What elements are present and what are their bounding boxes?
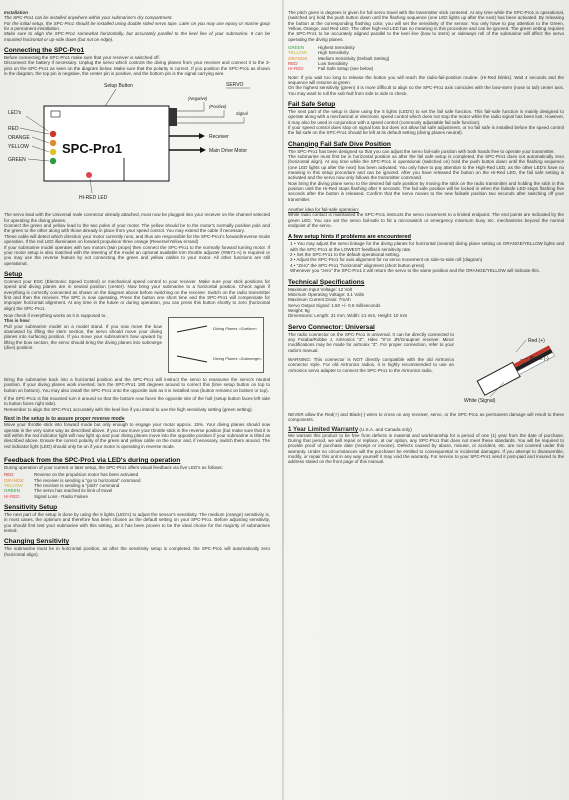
motor-arrow	[200, 147, 206, 153]
led-hired	[86, 172, 92, 178]
signal-label: Signal	[236, 111, 248, 117]
servo-conn-warning: WARNING: This connector is NOT directly compatible with the old Airtronics connector style. For old Airtronics radios, it is highly recommended to use an Airtronics servo adapter to connect the SPC-Pro1 to the Airtronics radio.	[288, 356, 454, 373]
changing-heading: Changing Sensitivity	[4, 538, 70, 546]
setup-para: Connect your ESC (Electronic Speed Control) or mechanical speed control to your receiver. Make sure your stick positions for speed and diving planes are in neutral position (center). Now bring your submarine to a horizontal position. Check again if everything is correctly connected as shown on the diagram above before switching on the receiver. Switch on the radio transmitter first and then the receiver. The SPC is now operating. Press the button one short time and the SPC-Pro1 will compensate for improper horizontal alignment. At any time in the future or during operation, you can press this button shortly to zero (horizontal align) the SPC-Pro1.	[4, 278, 270, 311]
leds-label: LED's	[8, 110, 22, 117]
black-wire-label: Black (-)	[530, 355, 549, 362]
led-red	[50, 131, 56, 137]
diving-planes-figure	[168, 317, 264, 373]
setup-button-leader	[104, 89, 116, 108]
motor-label: Main Drive Motor	[209, 148, 248, 155]
sens-row-yellow: YELLOW High Sensitivity	[288, 50, 349, 56]
failsafe-text-2: If your speed control does stop on signal loss but does not allow fail safe adjustment, or no fail safe is installed before the speed control the fail safe on the SPC-Pro1 should be left at its default setting (diving planes neutral).	[288, 124, 564, 136]
sensitivity-table	[288, 45, 564, 71]
wiring-diagram-svg	[4, 78, 270, 210]
after-diagram-para-4: If your submarine model operates with two motors (twin props) then connect the SPC-Pro1 to the normally forward turning motor. If your motor setup is also matched with the steering of the model an optional available trim throttle adjuster (#8571-A) is required or you may use the reverse feature by not connecting the green and yellow cables to your motor. All other functions are still operational.	[4, 244, 270, 266]
warranty-text: We warrant this product to be free from defects in material and workmanship for a period of one (1) year from the date of purchase. During that period, we will repair or replace, at our option, any SPC-Pro1 that does not meet these standards. You will be required to provide proof of purchase date (receipt or invoice). Defects caused by abuse, misuse, or accident, etc. are not covered under this warranty. Under no circumstances will the purchaser be entitled to consequential or incidental damages. If you attempt to disassemble, modify, or repair this unit in any way yourself it may void the warranty. For service to your SPC-Pro1 send it post-paid and insured to the address stated on the front page of this manual.	[288, 432, 564, 465]
right-column	[288, 10, 564, 465]
changing-failsafe-heading: Changing Fail Safe Dive Position	[288, 140, 391, 148]
specs-heading: Technical Specifications	[288, 278, 365, 286]
failsafe-text: The next part of the setup is done using the 5 lights (LED's) to set the fail safe function. This fail-safe function is mainly designed to operate along with a mechanical or electronic speed control which does not stop the motor while the radio signal has been lost. However, it may also be used in conjunction with a speed control (commonly adjustable fail safe function).	[288, 108, 564, 125]
problems-list	[288, 241, 564, 273]
servo-connector-section	[288, 324, 564, 412]
page-fold	[282, 0, 284, 800]
installation-para-3: Make sure to align the SPC-Pro1 somewhat horizontally, but accurately parallel to the keel line of your submarine. It can be mounted horizontal or up-side down (but not on edge).	[4, 31, 270, 42]
hired-label: HI-RED LED	[79, 195, 108, 202]
left-column	[4, 10, 270, 557]
sens-row-hired: HI-RED Fail Safe Setup (see below)	[288, 66, 374, 72]
after-check-para-1: Bring the submarine back into a horizontal position and the SPC-Pro1 will instruct the servo to reassume the servo's neutral position. If your diving planes work inverted, turn the SPC-Pro1 180 degrees around to correct this (time setup button on top to button on bottom). You may also install the SPC-Pro1 onto the opposite side as it is installed now (button remains on bottom or top).	[4, 376, 270, 393]
positive-label: (Positive)	[209, 104, 227, 110]
installation-heading: Installation	[4, 10, 28, 15]
after-check-para-2: If the SPC-Pro1 is flat mounted turn it around so that the bottom now faces the opposite site of the hull (setup button faces left side to button faces right side).	[4, 395, 270, 407]
reverse-heading: Next in the setup is to assure proper reverse mode	[4, 416, 125, 422]
problem-item-5: Whenever you "zero" the SPC-Pro1 it will return the servo to the same position and the ORANGE/YELLOW will indicate this.	[290, 268, 540, 274]
after-diagram-para-2: Connect the green and yellow lead to the two poles of your motor. The yellow should be to the motor's normally positive pole and the green to the other along with those already in place from your speed control. You may extend the cable if necessary.	[4, 223, 270, 234]
receiver-label: Receiver	[209, 134, 229, 141]
yellow-label: YELLOW	[8, 144, 29, 151]
another-lead: Another idea for fail-safe operation:	[288, 207, 360, 213]
servo-label: SERVO	[226, 82, 244, 89]
feedback-row-hired: HI-RED Signal Loss - Radio Failure	[4, 493, 89, 499]
setup-button-label: Setup Button	[104, 83, 133, 90]
green-label: GREEN	[8, 157, 26, 164]
plane-up-line	[177, 326, 207, 332]
after-check-para-3: Remember to align the SPC-Pro1 accurately with the keel line if you intend to use the high sensitivity setting (green setting).	[4, 406, 253, 412]
red-label: RED	[8, 126, 19, 133]
spec-row-5: Weight: 9g	[288, 307, 310, 313]
servo-connector-figure	[460, 334, 564, 406]
spec-row-1: Maximum Input Voltage: 12 Volt	[288, 286, 352, 292]
changing-failsafe-text: The SPC-Pro1 has been designed so that you can adjust the servo fail-safe position with both hands free to operate your transmitter.	[288, 148, 555, 154]
connecting-heading: Connecting the SPC-Pro1	[4, 47, 85, 55]
check-lead: Now check if everything works as it is supposed to.	[4, 312, 107, 318]
servo-conn-heading: Servo Connector: Universal	[288, 323, 375, 331]
sensitivity-text: The next part of the setup is done by using the 5 lights (LED's) to adjust the sensor's sensitivity. The medium (orange) sensitivity is, in most cases, the optimum and therefore has been chosen as the default setting on your SPC-Pro1. Before adjusting sensitivity, you should first test your submarine with this setting, as it has been proven to be the ideal choice for the majority of submarines tested.	[4, 511, 270, 533]
feedback-row-yellow: YELLOW The receiver is sending a "pitch" command	[4, 483, 120, 488]
check-lead-2: This is how:	[4, 318, 31, 324]
warranty-heading: 1 Year Limited Warranty	[288, 426, 359, 434]
reverse-text: Move your throttle stick into forward mode but only enough to engage your motor approx. 15%. Your diving planes should now operate in the very same way as described above. If you now move your throttle stick in the reverse position (but make sure that it is still within the red indicator light will now light up and your diving planes move into the opposite position if your submarine is tilted as described above. Ensure the correct polarity of the green and yellow cable on the motor and, if necessary, switch them around. The red indicator light (LED) should only be on if your motor is operating in reverse mode.	[4, 422, 270, 449]
feedback-row-green: GREEN The servo has reached its limit of travel	[4, 488, 113, 494]
negative-label: (Negative)	[188, 96, 208, 102]
diving-planes-check	[4, 313, 270, 375]
red-leader	[516, 340, 526, 352]
after-diagram-para-1: The servo lead with the Universal male connector already attached, must now be plugged into your receiver on the channel selected for operating the diving planes.	[4, 212, 270, 223]
led-green	[50, 158, 56, 164]
feedback-table	[4, 472, 270, 498]
problems-heading: A few setup hints if problems are encountered	[288, 234, 411, 241]
feedback-heading: Feedback from the SPC-Pro1 via LED's during operation	[4, 457, 181, 465]
setup-heading: Setup	[4, 270, 23, 278]
check-text: Pull your submarine model on a model stand. If you now move the bow downward by lifting the stern section, the servo should move your diving planes into surfacing position. If you move your submarine's bow upward by lifting the bow section, the servo should bring the diving planes into submerge (dive) position.	[4, 323, 162, 350]
device-name: SPC-Pro1	[62, 141, 122, 157]
feedback-lead: During operation of your current or later setup, the SPC-Pro1 offers visual feedback via five LED's as follows:	[4, 465, 223, 471]
spec-row-6: Dimensions: Length: 31 mm, Width: 21 mm, Height: 10 mm	[288, 313, 408, 319]
spec-row-3: Maximum Current Drain: 7mAh	[288, 297, 351, 303]
changing-text: The submarine must be in horizontal position, as after the sensitivity setup is completed, the SPC-Pro1 will automatically zero (horizontal align).	[4, 546, 270, 557]
feedback-row-red: RED Reverse on the propulsion motor has been activated	[4, 472, 139, 478]
installation-para-2: For the initial setup, the SPC-Pro1 should be installed using double sided servo tape. Later on you may use epoxy or marine goop for a permanent installation.	[4, 20, 270, 32]
wiring-diagram	[4, 78, 270, 210]
changing-failsafe-text-2: The submarine must first be in horizontal position as after the fail safe setup is completed, the SPC-Pro1 does not automatically zero (horizontal align). At any time while the SPC-Pro1 is operational (switched on) hold the push button down until the flashing sequence (one LED lights up after the next) has been activated. You only have to pay attention to the High-Red LED, as the other LED's have no meaning in this setup procedure and can be ignored. After you have released the button on the Hi-Red LED, the fail safe setting is activated and the servo now only follows the transmitter command.	[288, 153, 564, 181]
servo-conn-text: The radio connector on the SPC-Pro1 is universal. It can be directly connected to any Futaba/Robbe J, Airtronics "Z", Hitec "S"or JR/Graupner receiver. Minor modifications may be made for airtronix "Z". For proper connection, refer to your radio's manual.	[288, 331, 454, 353]
sens-row-green: GREEN Highest Sensitivity	[288, 45, 355, 51]
receiver-arrow	[199, 133, 205, 139]
pitch-text: The pitch given is degrees is given for full servo travel with the transmitter stick centered. At any time while the SPC-Pro1 is operational, (switched on) hold the push button down until the flashing sequence (one LED lights up after the next) has been activated. By releasing the button at the corresponding flashing color, you will set the sensitivity of the sensor. You only have to pay attention to the Green, Yellow, Orange, and Red LED. The other high-red LED has no meaning in this procedure and can be ignored. The green setting requires the SPC-Pro1 to be accurately aligned parallel to the keel line (bow to stern) or sideways roll of the submarine will affect the servo operating the diving planes.	[288, 10, 564, 42]
white-wire-label: White (Signal)	[464, 397, 496, 404]
feedback-row-orange: ORANGE The receiver is sending a "go to horizontal" command	[4, 477, 141, 483]
led-orange	[50, 140, 56, 146]
changing-failsafe-text-3: Now bring the diving plane servo to the desired fail safe position by moving the stick on the radio transmitter and holding the stick in this position until the Hi-Red stops flashing after 5 seconds. The fail safe position will be locked in when the failsafe LED stops flashing five seconds after the button is released. Confirm that the servo moves to the new failsafe position two seconds after switching off your transmitter.	[288, 180, 564, 202]
plane-down-line	[177, 356, 207, 362]
problem-item-4: 4 • "Zero" the SPC-Pro1 "horizontal" alignment (short button press)	[290, 262, 425, 268]
connector-housing	[477, 362, 520, 395]
installation-para-1: The SPC-Pro1 can be installed anywhere within your submarine's dry compartment.	[4, 15, 173, 21]
note-text: Note: If you wait too long to release the button you will reach the radio-fail-position routine. (Hi-Red blinks). Wait 4 seconds and the sequence will resume at green.	[288, 74, 564, 85]
led-yellow	[50, 149, 56, 155]
setup-button[interactable]	[51, 111, 60, 117]
failsafe-heading: Fail Safe Setup	[288, 100, 336, 108]
servo-pins	[169, 108, 177, 126]
sens-row-orange: ORANGE Medium Sensitivity (Default Setting)	[288, 55, 390, 61]
problem-item-3: 3 • Adjust the SPC-Pro1 for axis alignment for no servo movement on side-to-side roll (diagram)	[290, 257, 483, 263]
note-text-2: On the highest sensitivity (green) it is more difficult to align so the SPC-Pro1 axis coincides with the bow-stern (nose to tail) center axis. You may want to roll the sub-hull from side to side to check.	[288, 85, 564, 96]
planes-submerge-label: Diving Planes =Submerge=	[213, 355, 262, 361]
after-diagram-para-3: These cable will detect which direction your motor currently runs, and thus are responsible for the SPC-Pro1's forward/reverse mode operation. If the red LED illuminates on forward propulsion three orange (Reverse/Yellow errand)	[4, 233, 270, 245]
sensitivity-heading: Sensitivity Setup	[4, 503, 58, 511]
problem-item-1: 1 • You may adjust the servo linkage for the diving planes for horizontal (neutral) diving plane setting on ORANGE/YELLOW lights and with the SPC-Pro1 at the LOWEST feedback sensitivity rate.	[290, 241, 564, 252]
spec-row-4: Servo Output Signal: 1.50 +/- 0.6 milliseconds	[288, 302, 381, 308]
planes-surface-label: Diving Planes =Surface=	[213, 325, 258, 331]
spec-row-2: Minimum Operating Voltage: 3.1 Volts	[288, 291, 365, 297]
warranty-sub: (U.S.A. and Canada only)	[359, 427, 412, 433]
problem-item-2: 2 • Set the SPC-Pro1 to the default operational setting.	[290, 252, 401, 258]
connecting-para-1: Before connecting the SPC-Pro1 make sure that your receiver is switched off.	[4, 55, 160, 61]
connecting-para-2: Disconnect the battery if necessary. Unplug the servo which controls the diving planes from your receiver and connect it to the 3-pins on the SPC-Pro1 as seen on the diagram below. Make sure that the polarity is correct. If you position the SPC-Pro1 as shown in the diagram, the top pin is negative, the center pin is positive, and the bottom pin is the signal carrying wire.	[4, 60, 270, 77]
sens-row-red: RED Low Sensitivity	[288, 60, 348, 66]
red-wire-label: Red (+)	[528, 337, 545, 344]
another-text: While radio contact is maintained the SPC-Pro1 instructs the servo movement to a limited endpoint. The end points are indicated by the green LED. You can set the servo fail-safe to hit a microswitch or emergency minimum buoy etc. mechanisms beyond the normal endpoint of the servo.	[288, 212, 564, 229]
orange-label: ORANGE	[8, 135, 30, 142]
never-text: NEVER allow the Red(+) and Black(-) wires to cross on any receiver, servo, or the SPC-Pro1 as permanent damage will result to these components.	[288, 411, 564, 422]
